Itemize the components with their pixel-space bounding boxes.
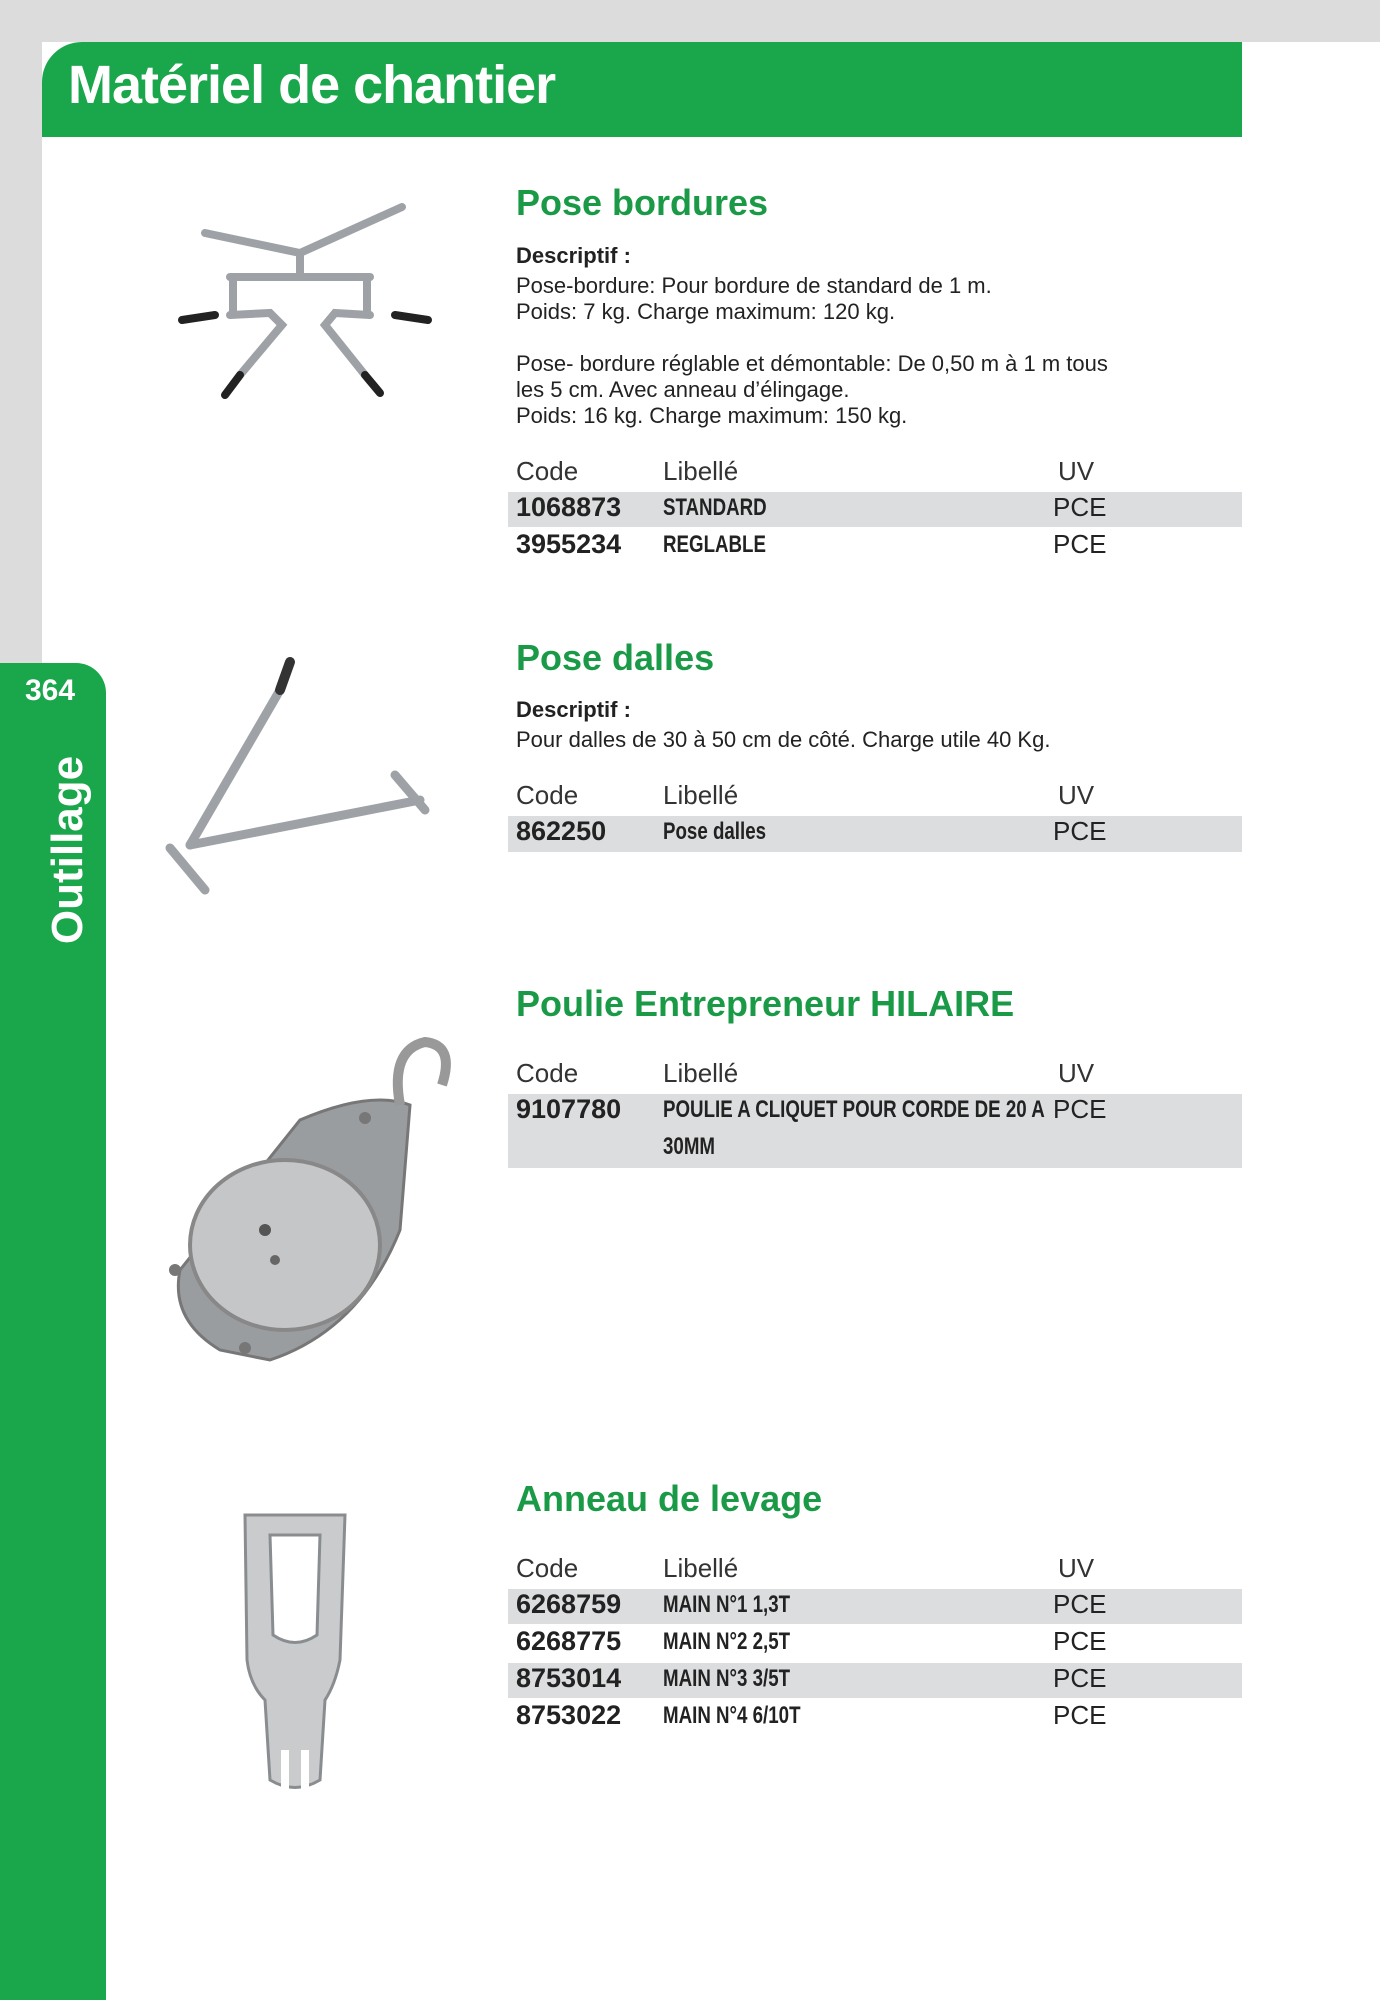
description-label: Descriptif : bbox=[516, 243, 631, 268]
row-code: 1068873 bbox=[516, 492, 622, 522]
table-row-shade bbox=[508, 816, 1242, 852]
row-uv: PCE bbox=[1053, 492, 1107, 522]
description-label: Descriptif : bbox=[516, 697, 631, 722]
product-title: Pose dalles bbox=[516, 637, 715, 678]
col-header-libelle: Libellé bbox=[663, 1058, 739, 1088]
pose-dalles-image bbox=[160, 650, 440, 905]
description-line: les 5 cm. Avec anneau d’élingage. bbox=[516, 377, 850, 402]
row-libelle: REGLABLE bbox=[663, 531, 766, 558]
row-code: 6268759 bbox=[516, 1589, 622, 1619]
col-header-code: Code bbox=[516, 1553, 579, 1583]
section-label: Outillage bbox=[43, 755, 92, 945]
row-code: 6268775 bbox=[516, 1626, 622, 1656]
col-header-uv: UV bbox=[1058, 780, 1095, 810]
row-libelle-continued: 30MM bbox=[663, 1133, 716, 1160]
col-header-uv: UV bbox=[1058, 1553, 1095, 1583]
page-title: Matériel de chantier bbox=[68, 55, 556, 115]
row-uv: PCE bbox=[1053, 1094, 1107, 1124]
col-header-code: Code bbox=[516, 456, 579, 486]
description-line: Pose-bordure: Pour bordure de standard de 1 m. bbox=[516, 273, 992, 298]
row-uv: PCE bbox=[1053, 816, 1107, 846]
description-line: Pose- bordure réglable et démontable: De 0,50 m à 1 m tous bbox=[516, 351, 1108, 376]
product-title: Poulie Entrepreneur HILAIRE bbox=[516, 983, 1015, 1024]
row-libelle: POULIE A CLIQUET POUR CORDE DE 20 A bbox=[663, 1096, 1045, 1123]
row-uv: PCE bbox=[1053, 1663, 1107, 1693]
col-header-code: Code bbox=[516, 780, 579, 810]
row-libelle: MAIN N°2 2,5T bbox=[663, 1628, 791, 1655]
left-margin-band bbox=[0, 0, 42, 670]
row-libelle: Pose dalles bbox=[663, 818, 767, 845]
col-header-uv: UV bbox=[1058, 456, 1095, 486]
col-header-uv: UV bbox=[1058, 1058, 1095, 1088]
row-libelle: MAIN N°1 1,3T bbox=[663, 1591, 791, 1618]
pose-bordures-image bbox=[170, 195, 450, 405]
description-line: Poids: 16 kg. Charge maximum: 150 kg. bbox=[516, 403, 908, 428]
row-libelle: STANDARD bbox=[663, 494, 767, 521]
row-code: 9107780 bbox=[516, 1094, 622, 1124]
anneau-image bbox=[235, 1510, 355, 1795]
top-margin-band bbox=[0, 0, 1380, 42]
row-code: 862250 bbox=[516, 816, 607, 846]
row-uv: PCE bbox=[1053, 1626, 1107, 1656]
description-line: Poids: 7 kg. Charge maximum: 120 kg. bbox=[516, 299, 896, 324]
row-code: 3955234 bbox=[516, 529, 622, 559]
product-title: Pose bordures bbox=[516, 182, 769, 223]
col-header-libelle: Libellé bbox=[663, 780, 739, 810]
product-title: Anneau de levage bbox=[516, 1478, 823, 1519]
col-header-libelle: Libellé bbox=[663, 1553, 739, 1583]
row-uv: PCE bbox=[1053, 529, 1107, 559]
description-line: Pour dalles de 30 à 50 cm de côté. Charge utile 40 Kg. bbox=[516, 727, 1051, 752]
page-header bbox=[42, 42, 1242, 137]
poulie-image bbox=[160, 1030, 470, 1375]
col-header-libelle: Libellé bbox=[663, 456, 739, 486]
row-libelle: MAIN N°4 6/10T bbox=[663, 1702, 801, 1729]
col-header-code: Code bbox=[516, 1058, 579, 1088]
row-code: 8753022 bbox=[516, 1700, 622, 1730]
row-uv: PCE bbox=[1053, 1589, 1107, 1619]
row-code: 8753014 bbox=[516, 1663, 622, 1693]
row-libelle: MAIN N°3 3/5T bbox=[663, 1665, 791, 1692]
page-number: 364 bbox=[24, 674, 76, 707]
row-uv: PCE bbox=[1053, 1700, 1107, 1730]
